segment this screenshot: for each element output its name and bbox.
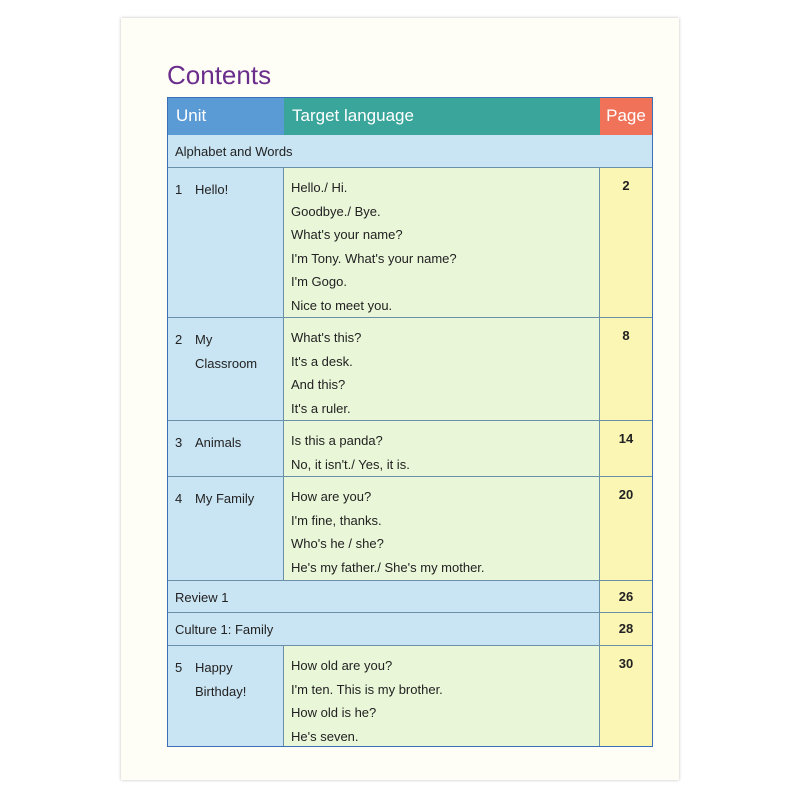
language-item: I'm fine, thanks. xyxy=(291,512,382,528)
contents-table xyxy=(167,97,653,747)
language-cell xyxy=(284,646,600,747)
unit-name: My Family xyxy=(195,491,255,506)
unit-cell xyxy=(168,477,284,580)
unit-name: Hello! xyxy=(195,182,229,197)
language-column-header: Target language xyxy=(284,98,600,135)
page-cell xyxy=(600,421,652,476)
language-item: I'm ten. This is my brother. xyxy=(291,681,443,697)
unit-cell xyxy=(168,318,284,420)
page-cell xyxy=(600,168,652,317)
page-number: 28 xyxy=(618,621,634,636)
language-cell xyxy=(284,318,600,420)
language-item: Is this a panda? xyxy=(291,433,383,448)
language-item: It's a desk. xyxy=(291,353,353,369)
page-number: 2 xyxy=(622,178,630,193)
unit-cell xyxy=(168,421,284,476)
language-item: And this? xyxy=(291,377,346,392)
page-cell xyxy=(600,581,652,612)
unit-number: 2 xyxy=(175,332,183,347)
unit-name: My Classroom xyxy=(195,332,258,371)
table-row xyxy=(168,645,652,747)
review-row xyxy=(168,580,652,612)
table-row xyxy=(168,167,652,317)
intro-row xyxy=(168,135,652,167)
unit-name-line: Happy xyxy=(195,660,233,675)
language-item: He's my father./ She's my mother. xyxy=(291,559,485,575)
page-title: Contents xyxy=(167,60,272,90)
table-header-row xyxy=(168,98,652,135)
page-number: 30 xyxy=(618,656,634,671)
unit-name-line: Birthday! xyxy=(195,683,247,699)
page-cell xyxy=(600,477,652,580)
unit-column-header: Unit xyxy=(168,98,284,135)
language-item: Nice to meet you. xyxy=(291,297,393,313)
review-label: Review 1 xyxy=(175,590,229,605)
unit-number: 3 xyxy=(175,435,183,450)
language-cell xyxy=(284,168,600,317)
intro-label: Alphabet and Words xyxy=(175,144,293,159)
unit-name xyxy=(195,656,275,703)
language-item: What's this? xyxy=(291,330,362,345)
language-item: How old is he? xyxy=(291,705,377,720)
culture-label: Culture 1: Family xyxy=(175,622,274,637)
page-column-header: Page xyxy=(600,98,652,135)
language-item: I'm Tony. What's your name? xyxy=(291,250,457,266)
review-cell xyxy=(168,581,600,612)
language-item: No, it isn't./ Yes, it is. xyxy=(291,456,410,472)
page-cell xyxy=(600,613,652,645)
language-cell xyxy=(284,421,600,476)
culture-cell xyxy=(168,613,600,645)
language-item: It's a ruler. xyxy=(291,400,351,416)
language-cell xyxy=(284,477,600,580)
language-item: Who's he / she? xyxy=(291,536,384,551)
culture-row xyxy=(168,612,652,645)
page-number: 26 xyxy=(618,589,634,604)
unit-name: Animals xyxy=(195,435,242,450)
unit-number: 5 xyxy=(175,660,183,675)
page-cell xyxy=(600,318,652,420)
table-row xyxy=(168,317,652,420)
language-item: How are you? xyxy=(291,489,372,504)
intro-cell xyxy=(168,135,652,167)
page-number: 20 xyxy=(618,487,634,502)
page-cell xyxy=(600,646,652,747)
language-item: He's seven. xyxy=(291,728,359,744)
language-item: How old are you? xyxy=(291,658,393,673)
unit-cell xyxy=(168,168,284,317)
page-number: 14 xyxy=(618,431,634,446)
unit-number: 1 xyxy=(175,182,183,197)
unit-cell xyxy=(168,646,284,747)
page-number: 8 xyxy=(622,328,630,343)
table-row xyxy=(168,420,652,476)
table-row xyxy=(168,476,652,580)
language-item: Goodbye./ Bye. xyxy=(291,203,381,219)
language-item: Hello./ Hi. xyxy=(291,180,348,195)
language-item: I'm Gogo. xyxy=(291,274,347,289)
language-item: What's your name? xyxy=(291,227,403,242)
unit-number: 4 xyxy=(175,491,183,506)
